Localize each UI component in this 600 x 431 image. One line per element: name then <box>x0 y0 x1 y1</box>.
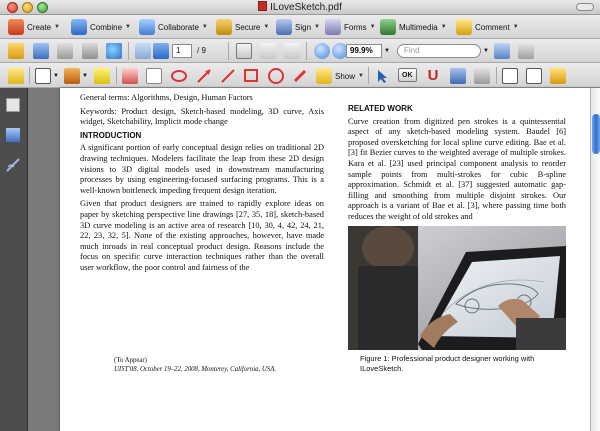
chevron-down-icon[interactable]: ▼ <box>82 73 88 79</box>
multimedia-button[interactable]: Multimedia ▼ <box>380 18 447 36</box>
right-column <box>348 102 566 226</box>
stamp-icon[interactable] <box>64 68 80 84</box>
oval-tool-icon[interactable] <box>268 68 284 84</box>
page-total-label: / 9 <box>197 46 206 55</box>
next-page-icon[interactable] <box>153 43 169 59</box>
form-field-icon[interactable] <box>502 68 518 84</box>
toolbar-separator <box>29 67 30 84</box>
introduction-heading: INTRODUCTION <box>80 130 142 140</box>
toolbar-separator <box>228 42 229 60</box>
fit-page-icon[interactable] <box>494 43 510 59</box>
window-title <box>0 1 600 13</box>
comment-bubble-icon <box>316 68 332 84</box>
sign-pen-icon <box>276 19 292 35</box>
create-icon <box>8 19 24 35</box>
ok-button[interactable]: OK <box>398 68 417 82</box>
email-icon[interactable] <box>82 43 98 59</box>
bookmarks-panel-icon[interactable] <box>6 128 20 142</box>
sticky-note-icon[interactable] <box>8 68 24 84</box>
to-appear-note: (To Appear) <box>114 357 147 364</box>
comment-markup-toolbar <box>0 63 600 88</box>
text-edit-icon[interactable] <box>35 68 51 84</box>
combine-icon <box>71 19 87 35</box>
comment-button[interactable]: Comment ▼ <box>456 18 519 36</box>
text-box-icon[interactable] <box>146 68 162 84</box>
show-comments-button[interactable]: Show ▼ <box>316 67 364 85</box>
multimedia-icon <box>380 19 396 35</box>
toolbar-toggle-button[interactable] <box>576 3 594 11</box>
chevron-down-icon: ▼ <box>440 24 447 30</box>
hand-tool-icon[interactable] <box>260 43 276 59</box>
callout-icon[interactable] <box>122 68 138 84</box>
toolbar-separator <box>368 67 369 84</box>
forms-button[interactable]: Forms ▼ <box>325 18 376 36</box>
keywords: Keywords: Product design, Sketch-based modeling, 3D curve, Axis widget, Sketchability, Implicit mode change <box>80 106 324 127</box>
chevron-down-icon[interactable]: ▼ <box>384 48 390 54</box>
general-terms: General terms: Algorithms, Design, Human Factors <box>80 93 253 102</box>
chevron-down-icon[interactable]: ▼ <box>53 73 59 79</box>
pages-panel-icon[interactable] <box>6 98 20 112</box>
rectangle-tool-icon[interactable] <box>244 69 258 82</box>
conference-info: UIST'08, October 19–22, 2008, Monterey, California, USA. <box>114 366 277 373</box>
save-icon[interactable] <box>33 43 49 59</box>
pdf-file-icon <box>258 1 267 11</box>
open-folder-icon[interactable] <box>8 43 24 59</box>
left-column <box>80 93 324 277</box>
comment-icon <box>456 19 472 35</box>
navigation-toolbar <box>0 39 600 63</box>
chevron-down-icon: ▼ <box>263 24 270 30</box>
figure-1-photo <box>348 226 566 350</box>
sign-button[interactable]: Sign ▼ <box>276 18 320 36</box>
zoom-level-input[interactable]: 99.9% <box>346 44 382 58</box>
intro-paragraph-1: A significant portion of early conceptual design relies on traditional 2D drawing techniques. Modelers facilitate the leap from these 2D design visions to 3D digital models used in downstream manufacturing processes by using engineering-focused surfacing programs. This is a well-known bottleneck impeding frequent design iteration. <box>80 143 324 195</box>
secure-button[interactable]: Secure ▼ <box>216 18 269 36</box>
page-number-icon[interactable] <box>526 68 542 84</box>
collaborate-button[interactable]: Collaborate ▼ <box>139 18 208 36</box>
document-view[interactable] <box>28 88 590 431</box>
chevron-down-icon: ▼ <box>201 24 208 30</box>
toolbar-separator <box>128 42 129 60</box>
chevron-down-icon[interactable]: ▼ <box>483 48 489 54</box>
navigation-pane <box>0 88 28 431</box>
figure-1-caption: Figure 1: Professional product designer working with ILoveSketch. <box>360 354 535 373</box>
line-tool-icon[interactable] <box>220 68 236 84</box>
forms-icon <box>325 19 341 35</box>
title-bar <box>0 0 600 15</box>
scrollbar-thumb[interactable] <box>592 114 600 154</box>
chevron-down-icon: ▼ <box>54 24 60 30</box>
select-arrow-icon[interactable] <box>374 68 390 84</box>
create-button[interactable]: Create ▼ <box>8 18 60 36</box>
print-icon[interactable] <box>57 43 73 59</box>
intro-paragraph-2: Given that product designers are trained to rapidly explore ideas on paper by sketching perspective line drawings [27, 35, 18], sketch-based 3D curve modeling is an active area of research [10, 30, 4, 42, 24, 21, 22, 23, 32, 5]. None of the existing approaches, however, have made much inroads in real conceptual product design. Reasons include the focus on specific curve interaction techniques rather than the overall user workflow, the poor control and fairness of the <box>80 199 324 272</box>
chevron-down-icon: ▼ <box>358 73 364 79</box>
conference-footnote <box>114 356 276 374</box>
highlight-text-icon[interactable] <box>94 68 110 84</box>
toolbar-separator <box>306 42 307 60</box>
chevron-down-icon: ▼ <box>125 24 131 30</box>
vertical-scrollbar[interactable] <box>590 88 600 431</box>
attachment-icon[interactable] <box>474 68 490 84</box>
chevron-down-icon: ▼ <box>314 24 320 30</box>
pdf-page <box>60 88 600 431</box>
chevron-down-icon: ▼ <box>369 24 376 30</box>
toolbar-separator <box>116 67 117 84</box>
gear-icon[interactable] <box>450 68 466 84</box>
tasks-toolbar <box>0 15 600 39</box>
combine-button[interactable]: Combine ▼ <box>71 18 131 36</box>
magnet-icon[interactable]: U <box>427 67 439 84</box>
collaborate-icon <box>139 19 155 35</box>
chevron-down-icon: ▼ <box>512 24 519 30</box>
find-input[interactable]: Find <box>397 44 481 58</box>
marquee-zoom-icon[interactable] <box>284 43 300 59</box>
globe-icon[interactable] <box>106 43 122 59</box>
window-title-text: ILoveSketch.pdf <box>270 2 342 13</box>
page-number-input[interactable]: 1 <box>172 44 192 58</box>
related-work-paragraph: Curve creation from digitized pen strokes is a quintessential aspect of any sketch-based modeling system. Baudel [6] proposed oversketching for local spline curve editing. Bae et al. [3] fit Bezier curves to the weighted average of multiple strokes. Kara et al. [23] used principal component analysis to reorder sample points from multi-strokes for cubic B-spline approximation. Schmidt et al. [37] suggested automatic gap-filling and smoothing from multiple disjoint strokes. Our approach is a variant of Bae et al. [3], where passing time both reduces the weight of old strokes and <box>348 116 566 221</box>
select-text-tool-icon[interactable] <box>236 43 252 59</box>
pencil-tool-icon[interactable] <box>292 68 308 84</box>
edit-document-icon[interactable] <box>550 68 566 84</box>
toolbar-separator <box>496 67 497 84</box>
full-screen-icon[interactable] <box>518 43 534 59</box>
related-work-heading: RELATED WORK <box>348 104 413 113</box>
lock-icon <box>216 19 232 35</box>
previous-page-icon[interactable] <box>135 43 151 59</box>
zoom-out-icon[interactable] <box>314 43 330 59</box>
signatures-panel-icon[interactable] <box>6 158 20 172</box>
cloud-tool-icon[interactable] <box>171 70 187 82</box>
arrow-tool-icon[interactable] <box>196 68 212 84</box>
